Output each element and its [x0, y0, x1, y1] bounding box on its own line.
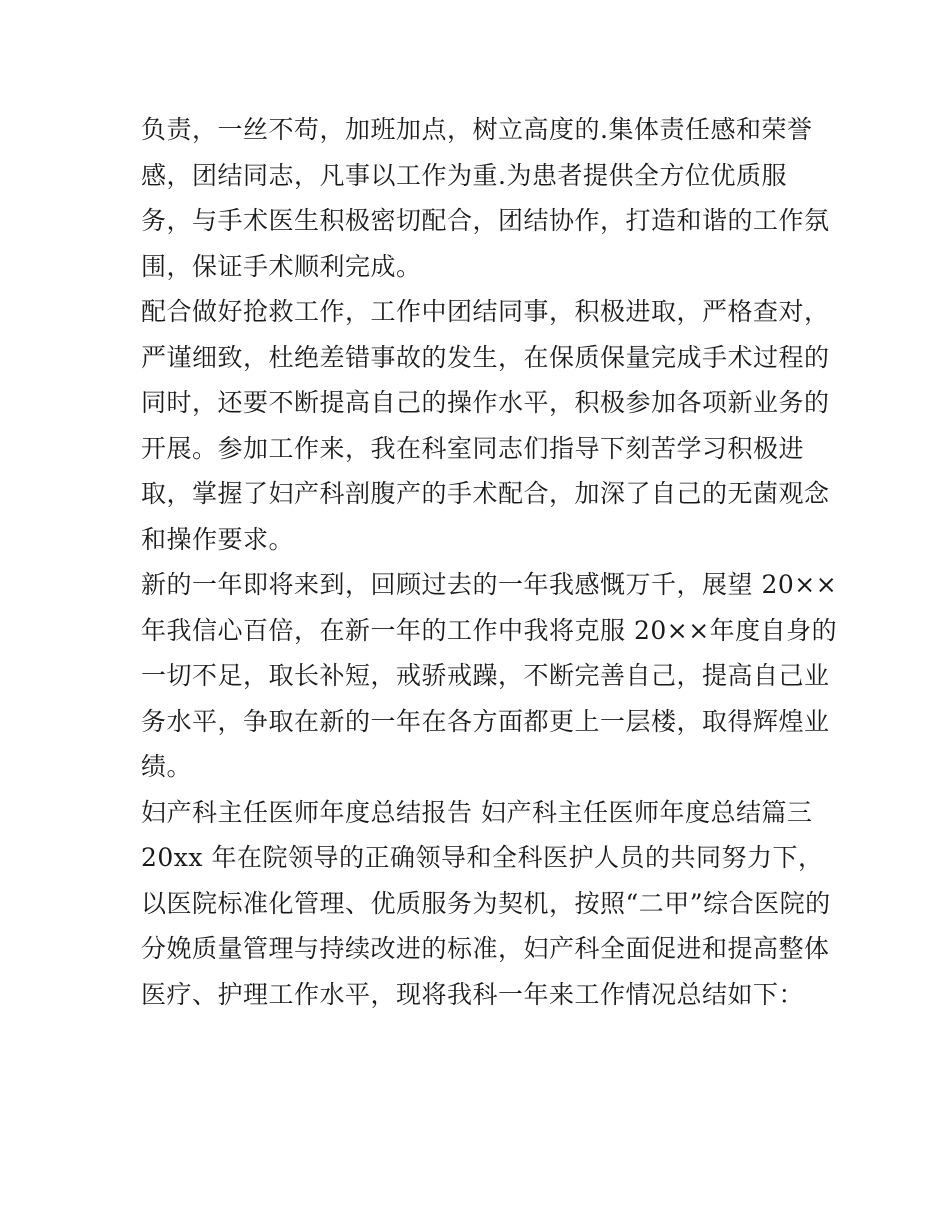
text-line: 新的一年即将来到，回顾过去的一年我感慨万千，展望 20×× [141, 570, 838, 599]
text-line: 取，掌握了妇产科剖腹产的手术配合，加深了自己的无菌观念 [141, 479, 830, 508]
document-body [141, 107, 838, 1017]
text-line: 年我信心百倍，在新一年的工作中我将克服 20××年度自身的 [141, 615, 838, 645]
text-line: 绩。 [141, 752, 193, 781]
text-line: 以医院标准化管理、优质服务为契机，按照“二甲”综合医院的 [141, 888, 831, 918]
text-line: 围，保证手术顺利完成。 [141, 251, 422, 281]
text-line: 分娩质量管理与持续改进的标准，妇产科全面促进和提高整体 [141, 934, 830, 963]
text-line: 配合做好抢救工作，工作中团结同事，积极进取，严格查对， [141, 297, 830, 326]
text-line: 一切不足，取长补短，戒骄戒躁，不断完善自己，提高自己业 [141, 661, 830, 690]
text-line: 负责，一丝不苟，加班加点，树立高度的.集体责任感和荣誉 [141, 115, 813, 144]
text-line: 和操作要求。 [141, 524, 295, 554]
text-line: 同时，还要不断提高自己的操作水平，积极参加各项新业务的 [141, 388, 830, 417]
text-line: 务，与手术医生积极密切配合，团结协作，打造和谐的工作氛 [141, 206, 830, 235]
text-line: 20xx 年在院领导的正确领导和全科医护人员的共同努力下， [141, 843, 824, 872]
text-line: 医疗、护理工作水平，现将我科一年来工作情况总结如下： [141, 979, 805, 1009]
text-line: 开展。参加工作来，我在科室同志们指导下刻苦学习积极进 [141, 433, 805, 463]
text-line: 务水平，争取在新的一年在各方面都更上一层楼，取得辉煌业 [141, 706, 830, 736]
text-line: 严谨细致，杜绝差错事故的发生，在保质保量完成手术过程的 [141, 342, 830, 372]
text-line: 妇产科主任医师年度总结报告 妇产科主任医师年度总结篇三 [141, 797, 813, 827]
text-line: 感，团结同志，凡事以工作为重.为患者提供全方位优质服 [141, 160, 787, 190]
